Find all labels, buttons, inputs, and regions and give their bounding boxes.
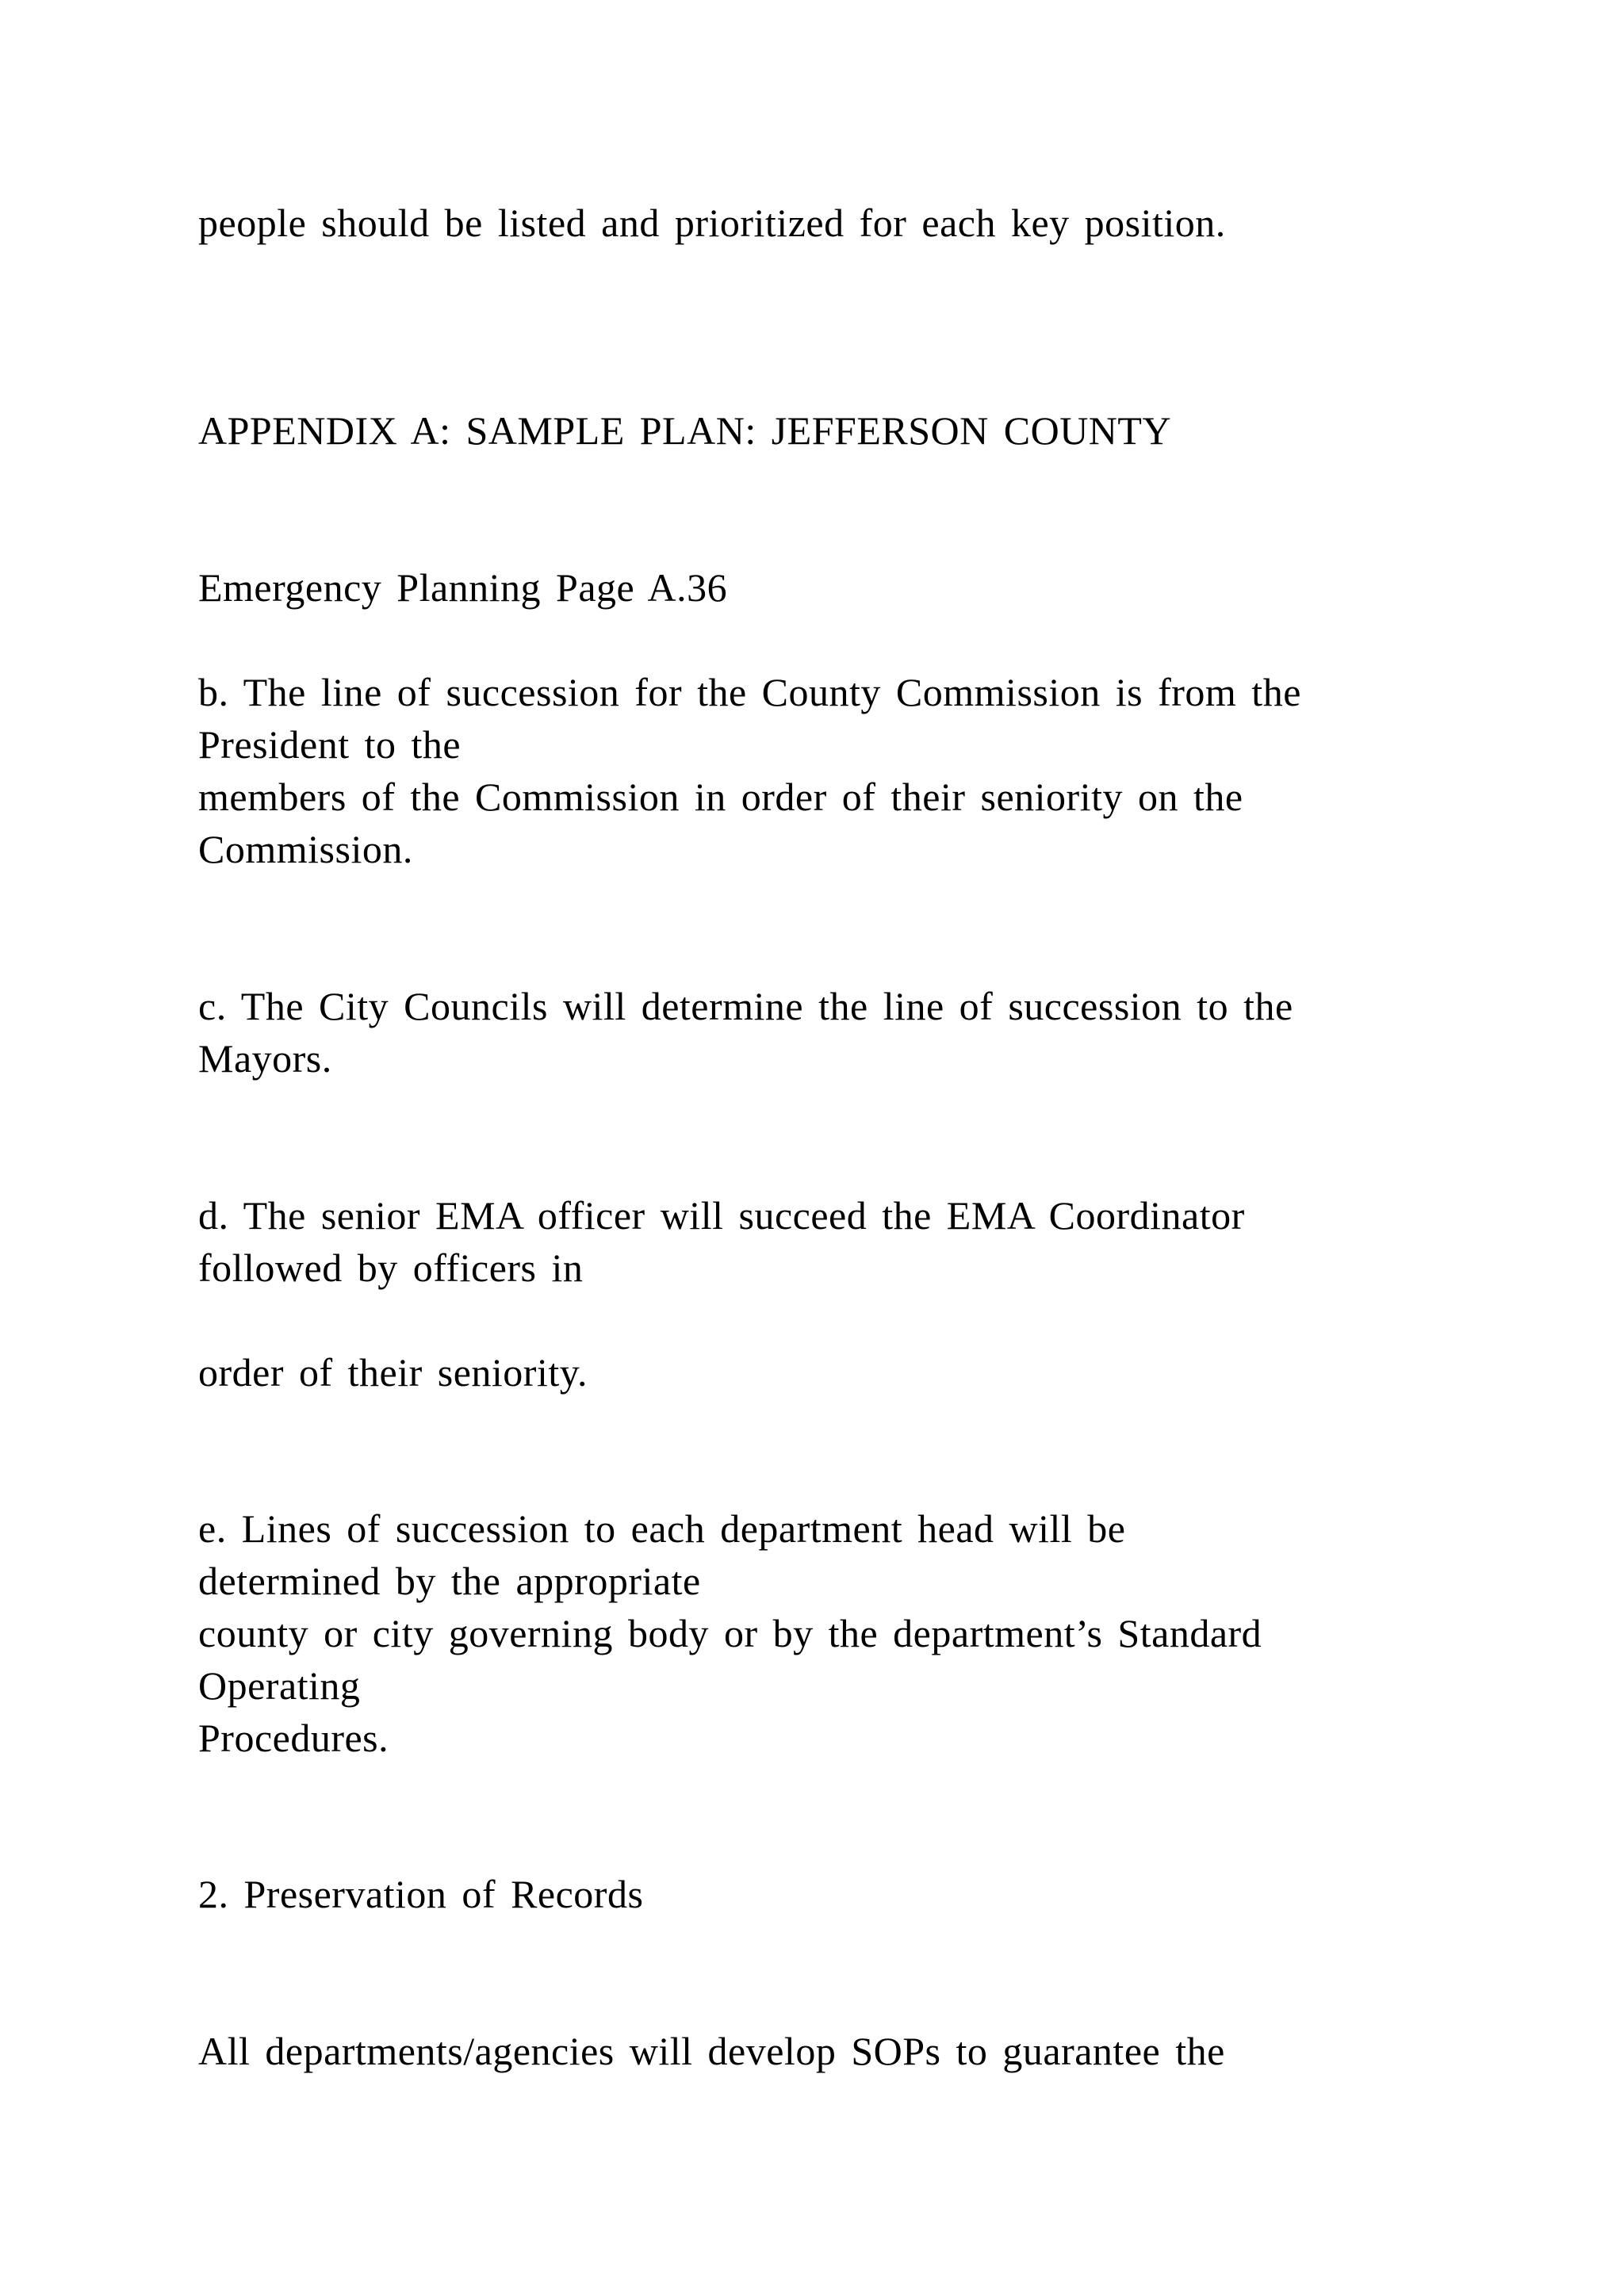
appendix-heading: APPENDIX A: SAMPLE PLAN: JEFFERSON COUNTY	[198, 408, 1172, 453]
page-reference: Emergency Planning Page A.36	[198, 565, 728, 610]
text-line-item-c-1: c. The City Councils will determine the line of succession to the	[198, 984, 1293, 1028]
text-line-item-d-3: order of their seniority.	[198, 1350, 588, 1395]
text-line-records-sops: All departments/agencies will develop SOPs to guarantee the	[198, 2029, 1225, 2073]
text-line-item-b-2: President to the	[198, 722, 462, 767]
text-line-people-listed: people should be listed and prioritized for each key position.	[198, 201, 1226, 245]
text-line-item-b-1: b. The line of succession for the County Commission is from the	[198, 670, 1301, 714]
text-line-item-b-4: Commission.	[198, 827, 413, 871]
text-line-item-e-2: determined by the appropriate	[198, 1559, 701, 1603]
text-line-item-e-4: Operating	[198, 1663, 361, 1708]
text-line-item-e-5: Procedures.	[198, 1716, 389, 1760]
section-heading-preservation-of-records: 2. Preservation of Records	[198, 1872, 644, 1916]
text-line-item-b-3: members of the Commission in order of their seniority on the	[198, 775, 1243, 819]
text-line-item-e-3: county or city governing body or by the department’s Standard	[198, 1611, 1262, 1655]
text-line-item-c-2: Mayors.	[198, 1036, 332, 1081]
text-line-item-d-2: followed by officers in	[198, 1246, 584, 1290]
text-line-item-d-1: d. The senior EMA officer will succeed the EMA Coordinator	[198, 1193, 1245, 1238]
text-line-item-e-1: e. Lines of succession to each department head will be	[198, 1506, 1126, 1551]
